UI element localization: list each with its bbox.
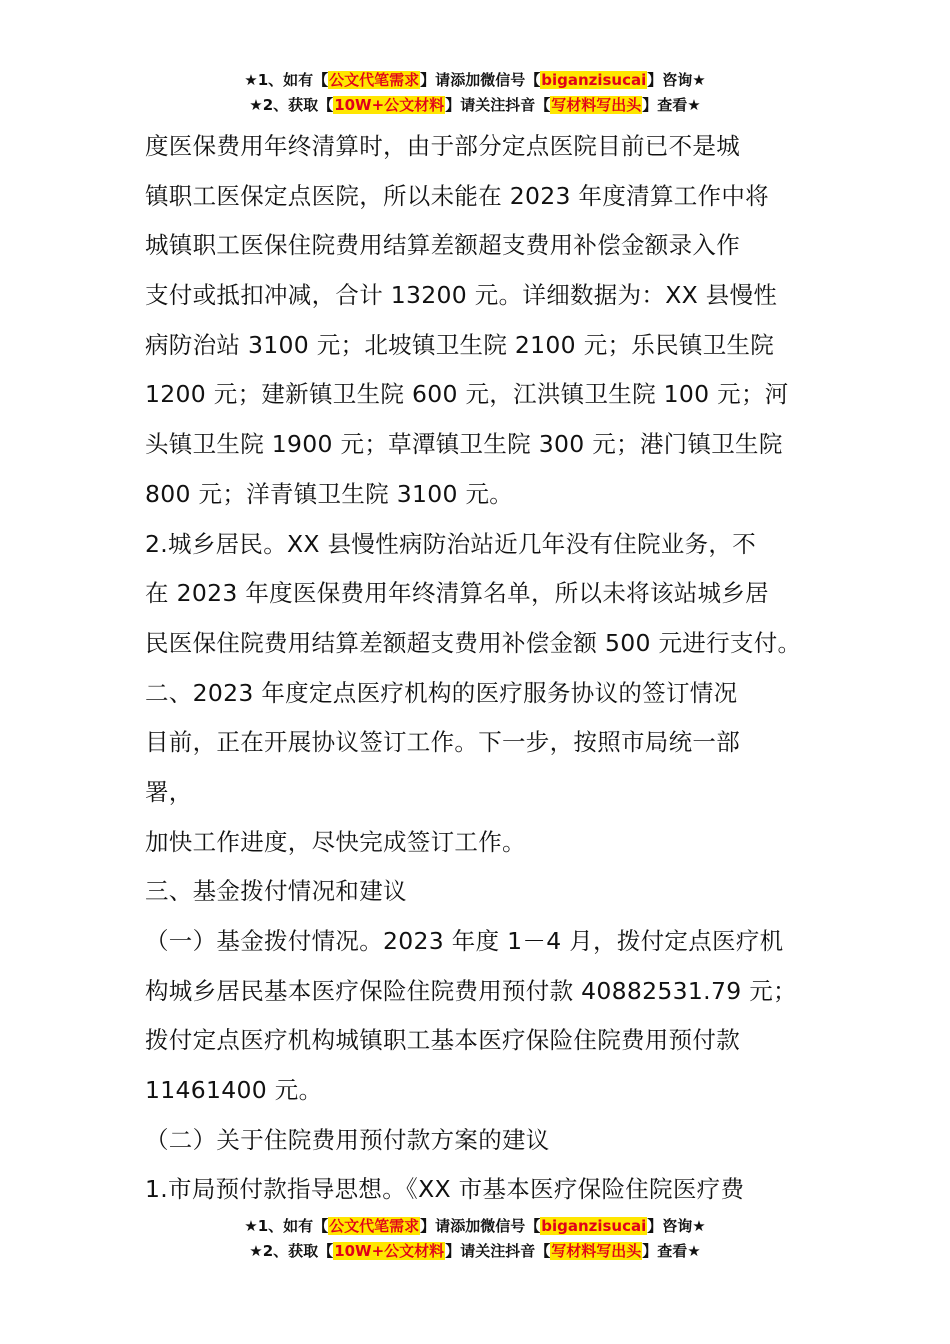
banner-line-1: ★1、如有【公文代笔需求】请添加微信号【biganzisucai】咨询★ [244, 71, 706, 89]
subsection-heading: （二）关于住院费用预付款方案的建议 [145, 1125, 550, 1154]
footer-banner [0, 1214, 950, 1264]
banner-line-2: ★2、获取【10W+公文材料】请关注抖音【写材料写出头】查看★ [249, 1242, 701, 1260]
body-line: 2.城乡居民。XX 县慢性病防治站近几年没有住院业务，不 [145, 529, 756, 558]
body-line: 拨付定点医疗机构城镇职工基本医疗保险住院费用预付款 [145, 1026, 740, 1055]
body-line: 在 2023 年度医保费用年终清算名单，所以未将该站城乡居 [145, 579, 769, 608]
body-line: 目前，正在开展协议签订工作。下一步，按照市局统一部 [145, 728, 740, 757]
body-line: （一）基金拨付情况。2023 年度 1－4 月，拨付定点医疗机 [145, 927, 784, 955]
body-line: 病防治站 3100 元；北坡镇卫生院 2100 元；乐民镇卫生院 [145, 330, 775, 359]
section-heading: 三、基金拨付情况和建议 [145, 877, 407, 906]
highlight-douyin-account: 写材料写出头 [551, 1242, 642, 1260]
highlight-wechat-id: biganzisucai [541, 1217, 647, 1235]
banner-line-2: ★2、获取【10W+公文材料】请关注抖音【写材料写出头】查看★ [249, 96, 701, 114]
body-line: 11461400 元。 [145, 1076, 323, 1105]
banner-line-1: ★1、如有【公文代笔需求】请添加微信号【biganzisucai】咨询★ [244, 1217, 706, 1235]
body-line: 度医保费用年终清算时，由于部分定点医院目前已不是城 [145, 132, 740, 160]
body-line: 镇职工医保定点医院，所以未能在 2023 年度清算工作中将 [145, 181, 769, 210]
body-line: 支付或抵扣冲减，合计 13200 元。详细数据为：XX 县慢性 [145, 281, 778, 310]
highlight-wechat-id: biganzisucai [541, 71, 647, 89]
body-line: 800 元；洋青镇卫生院 3100 元。 [145, 479, 514, 508]
section-heading: 二、2023 年度定点医疗机构的医疗服务协议的签订情况 [145, 678, 738, 707]
body-line: 署， [145, 777, 193, 806]
highlight-materials: 10W+公文材料 [334, 96, 445, 114]
body-line: 1.市局预付款指导思想。《XX 市基本医疗保险住院医疗费 [145, 1175, 745, 1204]
header-banner [0, 68, 950, 118]
body-line: 构城乡居民基本医疗保险住院费用预付款 40882531.79 元； [145, 976, 797, 1005]
body-line: 民医保住院费用结算差额超支费用补偿金额 500 元进行支付。 [145, 628, 802, 657]
highlight-douyin-account: 写材料写出头 [551, 96, 642, 114]
body-line: 加快工作进度，尽快完成签订工作。 [145, 827, 526, 856]
document-body [145, 122, 810, 1215]
highlight-materials: 10W+公文材料 [334, 1242, 445, 1260]
body-line: 1200 元；建新镇卫生院 600 元，江洪镇卫生院 100 元；河 [145, 380, 789, 409]
highlight-service: 公文代笔需求 [329, 1217, 420, 1235]
body-line: 城镇职工医保住院费用结算差额超支费用补偿金额录入作 [145, 231, 740, 260]
body-line: 头镇卫生院 1900 元；草潭镇卫生院 300 元；港门镇卫生院 [145, 430, 783, 459]
highlight-service: 公文代笔需求 [329, 71, 420, 89]
